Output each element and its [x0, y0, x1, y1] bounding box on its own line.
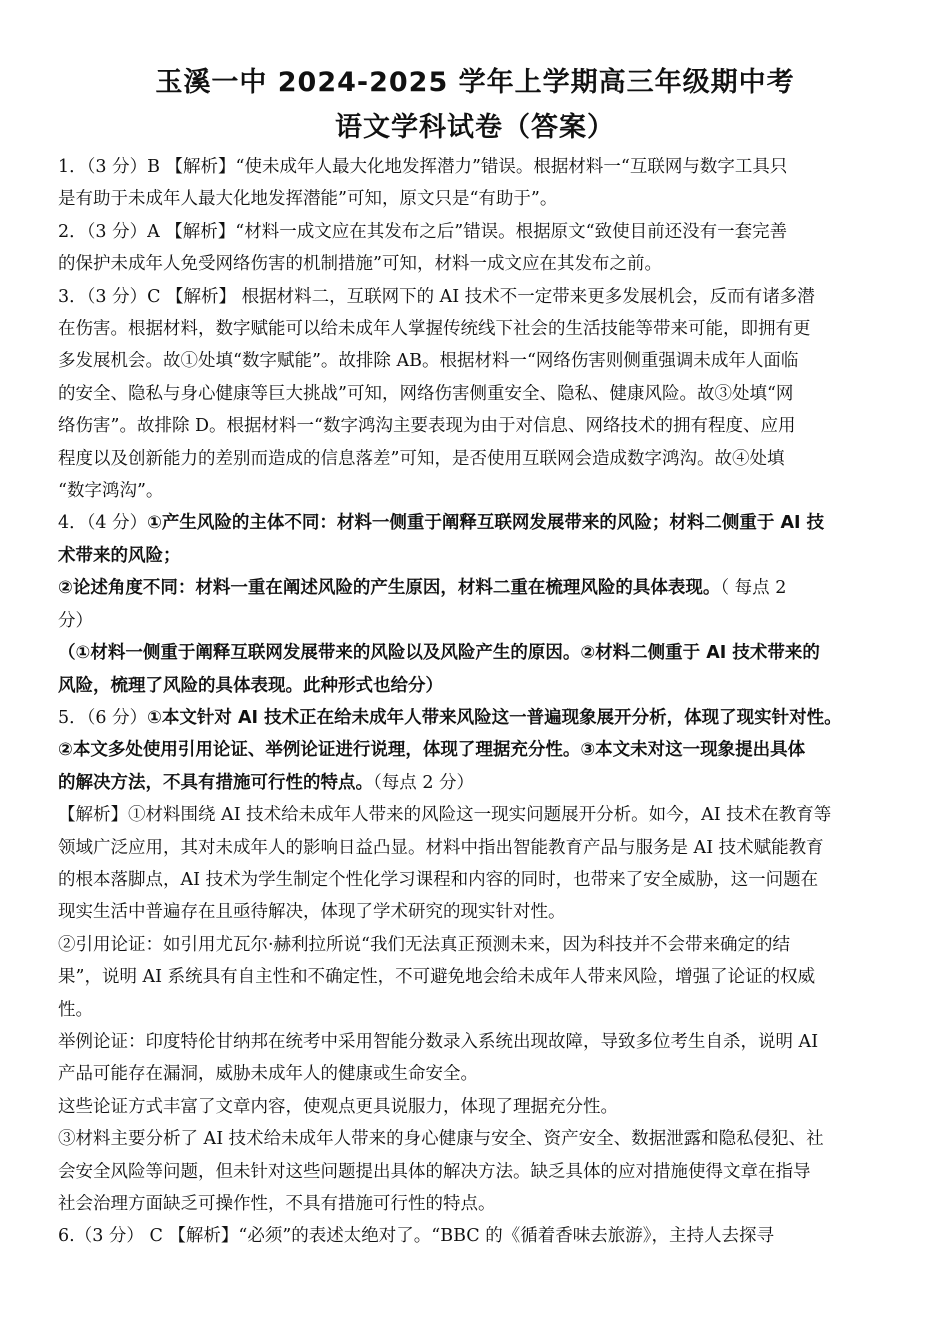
- answer-1: [58, 151, 898, 216]
- answer-line: 是有助于未成年人最大化地发挥潜能”可知，原文只是“有助于”。: [58, 189, 558, 210]
- answer-line: 的根本落脚点，AI 技术为学生制定个性化学习课程和内容的同时，也带来了安全威胁，这一问题在: [58, 869, 819, 890]
- answer-line: 风险，梳理了风险的具体表现。此种形式也给分）: [58, 675, 443, 696]
- answer-point: 的解决方法，不具有措施可行性的特点。: [58, 772, 373, 793]
- answer-line: 现实生活中普遍存在且亟待解决，体现了学术研究的现实针对性。: [58, 902, 566, 923]
- answer-line: [58, 702, 898, 734]
- answer-5: [58, 702, 898, 1221]
- answer-line: 1．（3 分）B 【解析】“使未成年人最大化地发挥潜力”错误。根据材料一“互联网与数字工具只: [58, 157, 788, 177]
- page-title: 玉溪一中 2024-2025 学年上学期高三年级期中考: [155, 67, 795, 98]
- answer-line: 产品可能存在漏洞，威胁未成年人的健康或生命安全。: [58, 1064, 478, 1085]
- answer-line: 果”，说明 AI 系统具有自主性和不确定性，不可避免地会给未成年人带来风险，增强了论证的权威: [58, 967, 816, 988]
- answer-line: 领域广泛应用，其对未成年人的影响日益凸显。材料中指出智能教育产品与服务是 AI 技术赋能教育: [58, 837, 824, 858]
- answer-line: [58, 767, 898, 799]
- answer-line: （①材料一侧重于阐释互联网发展带来的风险以及风险产生的原因。②材料二侧重于 AI 技术带来的: [58, 643, 820, 664]
- answer-line: 这些论证方式丰富了文章内容，使观点更具说服力，体现了理据充分性。: [58, 1096, 618, 1117]
- answer-6: [58, 1220, 898, 1252]
- answer-line: 术带来的风险；: [58, 545, 181, 566]
- answer-line: 在伤害。根据材料，数字赋能可以给未成年人掌握传统线下社会的生活技能等带来可能，即拥有更: [58, 319, 811, 340]
- answer-point: ①产生风险的主体不同：材料一侧重于阐释互联网发展带来的风险；材料二侧重于 AI 技: [147, 513, 825, 534]
- answer-line: 络伤害”。故排除 D。根据材料一“数字鸿沟主要表现为由于对信息、网络技术的拥有程度、应用: [58, 416, 796, 437]
- answer-line: 【解析】①材料围绕 AI 技术给未成年人带来的风险这一现实问题展开分析。如今，AI 技术在教育等: [58, 805, 832, 826]
- answer-line: ③材料主要分析了 AI 技术给未成年人带来的身心健康与安全、资产安全、数据泄露和隐私侵犯、社: [58, 1129, 824, 1150]
- answer-line: 3．（3 分）C 【解析】 根据材料二，互联网下的 AI 技术不一定带来更多发展机会，反而有诸多潜: [58, 286, 815, 307]
- answer-line: 举例论证：印度特伦甘纳邦在统考中采用智能分数录入系统出现故障，导致多位考生自杀，说明 AI: [58, 1031, 819, 1052]
- page-subtitle: 语文学科试卷（答案）: [335, 112, 615, 143]
- answer-line: “数字鸿沟”。: [58, 481, 164, 502]
- answer-line: 6.（3 分） C 【解析】“必须”的表述太绝对了。“BBC 的《循着香味去旅游》，主持人去探寻: [58, 1226, 774, 1247]
- answers-body: [58, 151, 898, 1253]
- answer-line: 程度以及创新能力的差别而造成的信息落差”可知，是否使用互联网会造成数字鸿沟。故④处填: [58, 448, 785, 469]
- answer-number: 4．（4 分）: [58, 513, 148, 534]
- answer-line: 的保护未成年人免受网络伤害的机制措施”可知，材料一成文应在其发布之前。: [58, 254, 662, 275]
- answer-2: [58, 216, 898, 281]
- answer-line: ②引用论证：如引用尤瓦尔·赫利拉所说“我们无法真正预测未来，因为科技并不会带来确定的结: [58, 934, 791, 955]
- answer-number: 5．（6 分）: [58, 707, 148, 728]
- answer-line: ②本文多处使用引用论证、举例论证进行说理，体现了理据充分性。③本文未对这一现象提出具体: [58, 740, 806, 761]
- answer-point: ②论述角度不同：材料一重在阐述风险的产生原因，材料二重在梳理风险的具体表现。: [58, 578, 721, 599]
- answer-line: [58, 572, 898, 604]
- answer-line: 分）: [58, 610, 93, 631]
- score-note: （每点 2 分）: [373, 772, 475, 793]
- answer-line: 社会治理方面缺乏可操作性，不具有措施可行性的特点。: [58, 1194, 496, 1214]
- answer-line: [58, 507, 898, 539]
- answer-3: [58, 281, 898, 508]
- score-note: （ 每点 2: [720, 578, 787, 599]
- answer-line: 性。: [58, 999, 93, 1020]
- answer-line: 多发展机会。故①处填“数字赋能”。故排除 AB。根据材料一“网络伤害则侧重强调未成年人面临: [58, 351, 799, 372]
- answer-line: 2．（3 分）A 【解析】“材料一成文应在其发布之后”错误。根据原文“致使目前还没有一套完善: [58, 221, 788, 242]
- answer-4: [58, 507, 898, 701]
- answer-point: ①本文针对 AI 技术正在给未成年人带来风险这一普遍现象展开分析，体现了现实针对性。: [147, 707, 842, 728]
- answer-line: 会安全风险等问题，但未针对这些问题提出具体的解决方法。缺乏具体的应对措施使得文章在指导: [58, 1161, 811, 1182]
- answer-line: 的安全、隐私与身心健康等巨大挑战”可知，网络伤害侧重安全、隐私、健康风险。故③处填“网: [58, 383, 794, 404]
